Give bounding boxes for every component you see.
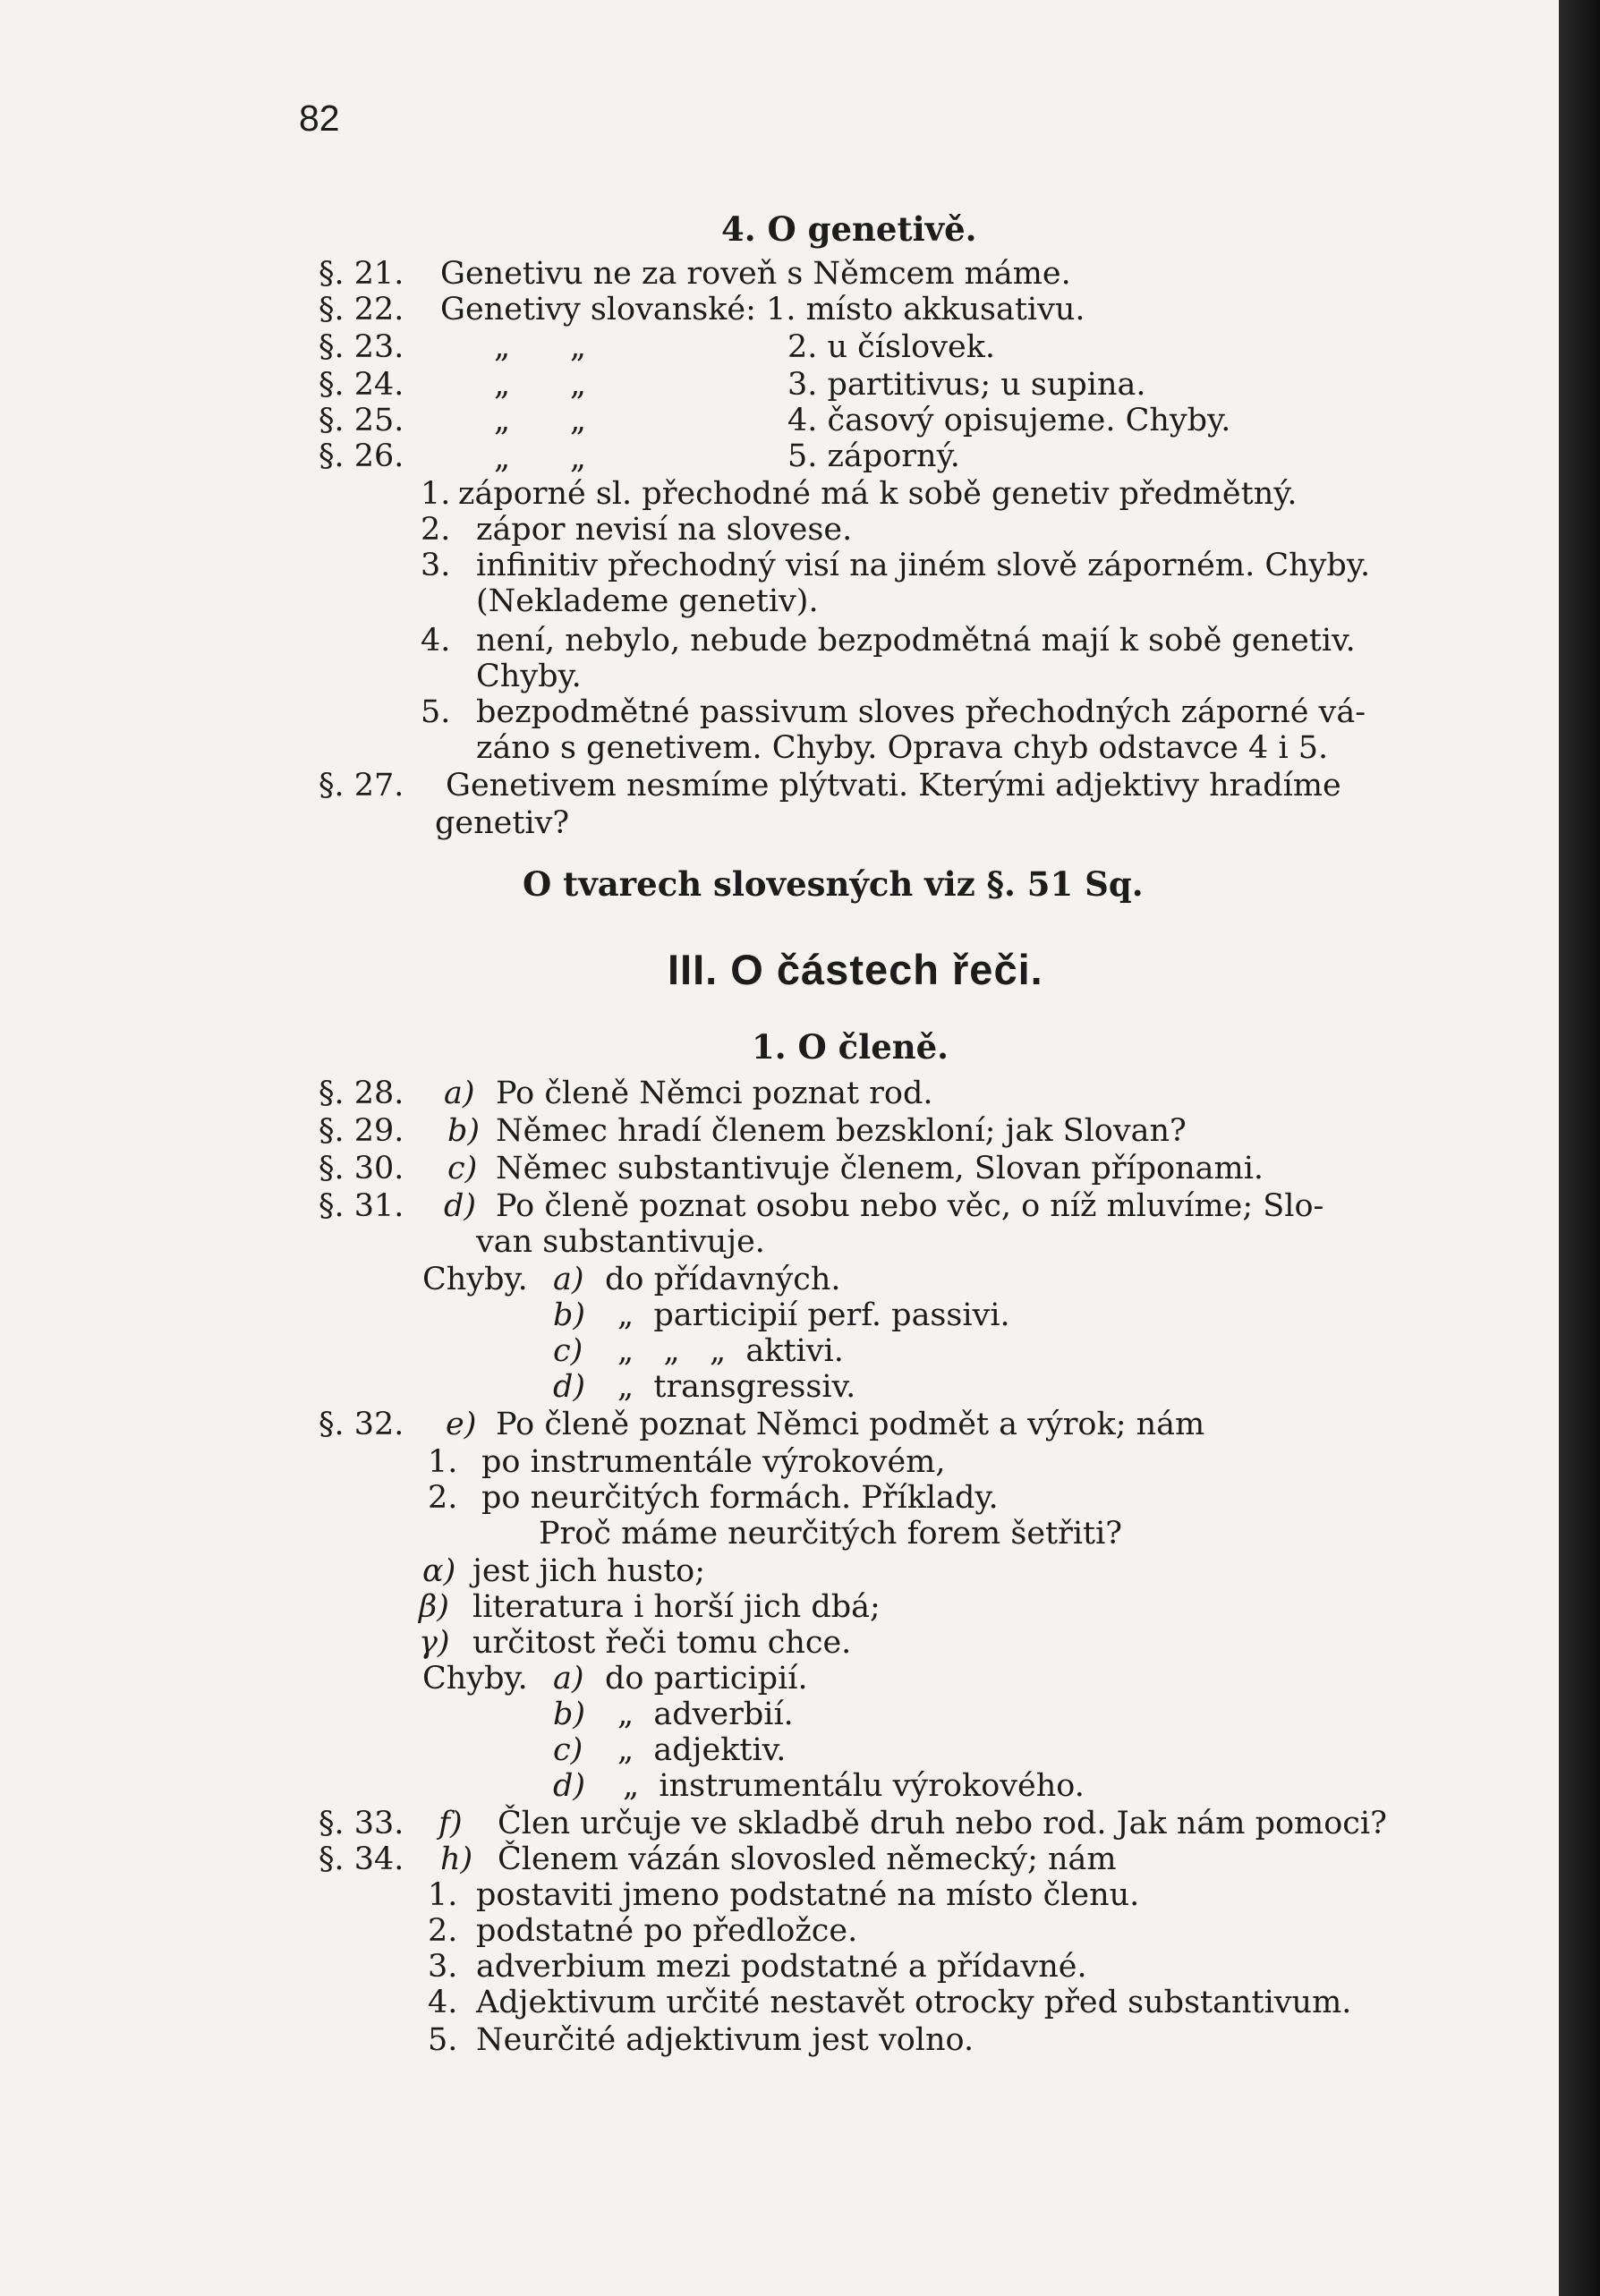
section-heading-genetive: 4. O genetivě. bbox=[721, 209, 977, 249]
paragraph-text: Němec substantivuje členem, Slovan příponami. bbox=[496, 1151, 1264, 1186]
ditto-marks: „ „ bbox=[494, 329, 587, 365]
paragraph-text: Genetivy slovanské: 1. místo akkusativu. bbox=[440, 292, 1085, 327]
paragraph-text: 5. záporný. bbox=[787, 438, 960, 474]
point-text: adverbium mezi podstatné a přídavné. bbox=[476, 1949, 1087, 1985]
paragraph-number: §. 26. bbox=[319, 438, 404, 474]
paragraph-number: §. 29. bbox=[319, 1113, 404, 1149]
ditto-marks: „ „ bbox=[494, 367, 587, 403]
section-heading-article: 1. O členě. bbox=[752, 1027, 949, 1067]
ditto-marks: „ „ bbox=[494, 403, 587, 438]
error-item: „ instrumentálu výrokového. bbox=[623, 1768, 1085, 1804]
item-mark: d) bbox=[553, 1768, 586, 1804]
error-item: „ transgressiv. bbox=[617, 1369, 856, 1405]
item-mark: β) bbox=[419, 1589, 449, 1625]
cross-reference-heading: O tvarech slovesných viz §. 51 Sq. bbox=[523, 864, 1144, 904]
paragraph-text: Genetivu ne za roveň s Němcem máme. bbox=[440, 256, 1071, 292]
point-number: 2. bbox=[421, 512, 451, 548]
point-text: (Neklademe genetiv). bbox=[476, 583, 819, 619]
book-gutter-shadow bbox=[1559, 0, 1600, 2296]
error-item: „ adverbií. bbox=[617, 1696, 794, 1732]
paragraph-text: Němec hradí členem bezskloní; jak Slovan? bbox=[496, 1113, 1187, 1149]
item-mark: α) bbox=[422, 1553, 456, 1589]
item-mark: c) bbox=[553, 1732, 583, 1768]
point-number: 5. bbox=[421, 694, 451, 730]
item-mark: h) bbox=[440, 1841, 473, 1877]
paragraph-number: §. 32. bbox=[319, 1407, 404, 1442]
paragraph-text: Členem vázán slovosled německý; nám bbox=[498, 1841, 1117, 1877]
point-text: infinitiv přechodný visí na jiném slově záporném. Chyby. bbox=[476, 548, 1371, 583]
paragraph-text: 4. časový opisujeme. Chyby. bbox=[787, 403, 1231, 438]
point-text: Chyby. bbox=[476, 659, 582, 694]
paragraph-number: §. 24. bbox=[319, 367, 404, 403]
error-item: do přídavných. bbox=[605, 1262, 841, 1297]
item-mark: b) bbox=[553, 1297, 586, 1333]
error-item: „ „ „ aktivi. bbox=[617, 1333, 844, 1369]
point-text: zápor nevisí na slovese. bbox=[476, 512, 853, 548]
error-item: do participií. bbox=[605, 1661, 808, 1696]
point-number: 1. bbox=[428, 1444, 458, 1480]
item-mark: d) bbox=[444, 1188, 477, 1224]
reason-text: jest jich husto; bbox=[472, 1553, 706, 1589]
paragraph-text: Po členě Němci poznat rod. bbox=[496, 1076, 933, 1111]
point-number: 1. bbox=[428, 1877, 458, 1913]
reason-text: určitost řeči tomu chce. bbox=[472, 1625, 852, 1661]
item-mark: e) bbox=[446, 1407, 477, 1442]
paragraph-text: 2. u číslovek. bbox=[787, 329, 996, 365]
point-text: Neurčité adjektivum jest volno. bbox=[476, 2022, 974, 2058]
paragraph-number: §. 21. bbox=[319, 256, 404, 292]
reason-text: literatura i horší jich dbá; bbox=[472, 1589, 881, 1625]
paragraph-number: §. 25. bbox=[319, 403, 404, 438]
point-text: podstatné po předložce. bbox=[476, 1913, 858, 1949]
point-text: po neurčitých formách. Příklady. bbox=[481, 1480, 999, 1516]
question-text: Proč máme neurčitých forem šetřiti? bbox=[539, 1516, 1123, 1552]
part-heading: III. O částech řeči. bbox=[668, 946, 1043, 993]
point-text: Adjektivum určité nestavět otrocky před substantivum. bbox=[476, 1985, 1352, 2020]
point-text: záno s genetivem. Chyby. Oprava chyb odstavce 4 i 5. bbox=[476, 730, 1329, 766]
point-text: po instrumentále výrokovém, bbox=[481, 1444, 946, 1480]
page-number: 82 bbox=[299, 98, 340, 139]
ditto-marks: „ „ bbox=[494, 440, 587, 476]
paragraph-number: §. 27. bbox=[319, 768, 404, 804]
paragraph-number: §. 23. bbox=[319, 329, 404, 365]
item-mark: b) bbox=[447, 1113, 481, 1149]
item-mark: b) bbox=[553, 1696, 586, 1732]
item-mark: a) bbox=[444, 1076, 475, 1111]
paragraph-number: §. 22. bbox=[319, 292, 404, 327]
item-mark: a) bbox=[553, 1661, 584, 1696]
paragraph-number: §. 30. bbox=[319, 1151, 404, 1186]
paragraph-number: §. 33. bbox=[319, 1806, 404, 1841]
point-text: postaviti jmeno podstatné na místo členu. bbox=[476, 1877, 1140, 1913]
point-number: 4. bbox=[428, 1985, 458, 2020]
paragraph-text: Po členě poznat osobu nebo věc, o níž mluvíme; Slo- bbox=[496, 1188, 1324, 1224]
point-number: 3. bbox=[428, 1949, 458, 1985]
item-mark: d) bbox=[553, 1369, 586, 1405]
point-number: 2. bbox=[428, 1480, 458, 1516]
paragraph-number: §. 28. bbox=[319, 1076, 404, 1111]
point-text: není, nebylo, nebude bezpodmětná mají k sobě genetiv. bbox=[476, 623, 1356, 659]
item-mark: γ) bbox=[419, 1625, 450, 1661]
point-number: 4. bbox=[421, 623, 451, 659]
point-number: 5. bbox=[428, 2022, 458, 2058]
point-number: 3. bbox=[421, 548, 451, 583]
point-text: záporné sl. přechodné má k sobě genetiv předmětný. bbox=[458, 476, 1298, 512]
paragraph-text: Po členě poznat Němci podmět a výrok; nám bbox=[496, 1407, 1205, 1442]
point-number: 2. bbox=[428, 1913, 458, 1949]
paragraph-number: §. 34. bbox=[319, 1841, 404, 1877]
item-mark: a) bbox=[553, 1262, 584, 1297]
paragraph-text: Genetivem nesmíme plýtvati. Kterými adjektivy hradíme bbox=[446, 768, 1341, 804]
item-mark: f) bbox=[438, 1806, 463, 1841]
errors-label: Chyby. bbox=[422, 1262, 528, 1297]
paragraph-number: §. 31. bbox=[319, 1188, 404, 1224]
paragraph-text: Člen určuje ve skladbě druh nebo rod. Jak nám pomoci? bbox=[498, 1806, 1387, 1841]
paragraph-text: 3. partitivus; u supina. bbox=[787, 367, 1146, 403]
point-text: bezpodmětné passivum sloves přechodných záporné vá- bbox=[476, 694, 1366, 730]
paragraph-text: van substantivuje. bbox=[476, 1224, 765, 1260]
item-mark: c) bbox=[553, 1333, 583, 1369]
paragraph-text: genetiv? bbox=[435, 805, 570, 841]
error-item: „ participií perf. passivi. bbox=[617, 1297, 1010, 1333]
errors-label: Chyby. bbox=[422, 1661, 528, 1696]
point-number: 1. bbox=[421, 476, 451, 512]
item-mark: c) bbox=[447, 1151, 478, 1186]
error-item: „ adjektiv. bbox=[617, 1732, 787, 1768]
